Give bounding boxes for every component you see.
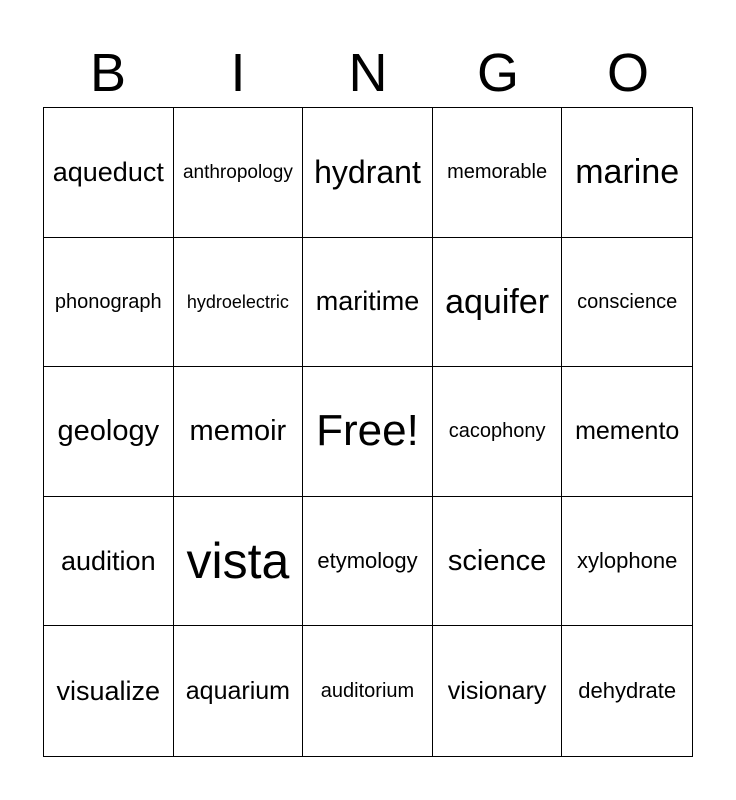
bingo-cell[interactable]: conscience bbox=[562, 238, 692, 368]
bingo-cell[interactable]: visualize bbox=[44, 626, 174, 756]
bingo-cell[interactable]: visionary bbox=[433, 626, 563, 756]
bingo-cell[interactable]: aqueduct bbox=[44, 108, 174, 238]
bingo-cell[interactable]: audition bbox=[44, 497, 174, 627]
bingo-cell[interactable]: hydroelectric bbox=[174, 238, 304, 368]
header-letter-g: G bbox=[476, 43, 519, 103]
bingo-cell[interactable]: memorable bbox=[433, 108, 563, 238]
bingo-board bbox=[43, 107, 693, 757]
bingo-cell[interactable]: xylophone bbox=[562, 497, 692, 627]
bingo-cell[interactable]: vista bbox=[174, 497, 304, 627]
bingo-cell[interactable]: memento bbox=[562, 367, 692, 497]
bingo-free-space[interactable]: Free! bbox=[303, 367, 433, 497]
bingo-cell[interactable]: dehydrate bbox=[578, 678, 677, 704]
bingo-cell[interactable]: anthropology bbox=[174, 108, 304, 238]
header-letter-b: B bbox=[89, 43, 127, 103]
header-letter-o: O bbox=[606, 43, 649, 103]
bingo-header bbox=[43, 40, 693, 106]
bingo-cell[interactable]: memoir bbox=[174, 367, 304, 497]
bingo-cell[interactable]: etymology bbox=[303, 497, 433, 627]
header-letter-i: I bbox=[230, 43, 246, 103]
bingo-cell[interactable]: aquarium bbox=[174, 626, 304, 756]
bingo-cell[interactable]: marine bbox=[562, 108, 692, 238]
bingo-cell[interactable]: hydrant bbox=[303, 108, 433, 238]
bingo-cell[interactable]: auditorium bbox=[303, 626, 433, 756]
bingo-cell[interactable]: geology bbox=[44, 367, 174, 497]
bingo-cell[interactable]: science bbox=[433, 497, 563, 627]
bingo-cell[interactable]: phonograph bbox=[44, 238, 174, 368]
header-letter-n: N bbox=[348, 43, 388, 103]
bingo-cell[interactable]: cacophony bbox=[433, 367, 563, 497]
bingo-cell[interactable]: maritime bbox=[303, 238, 433, 368]
bingo-cell[interactable]: aquifer bbox=[433, 238, 563, 368]
